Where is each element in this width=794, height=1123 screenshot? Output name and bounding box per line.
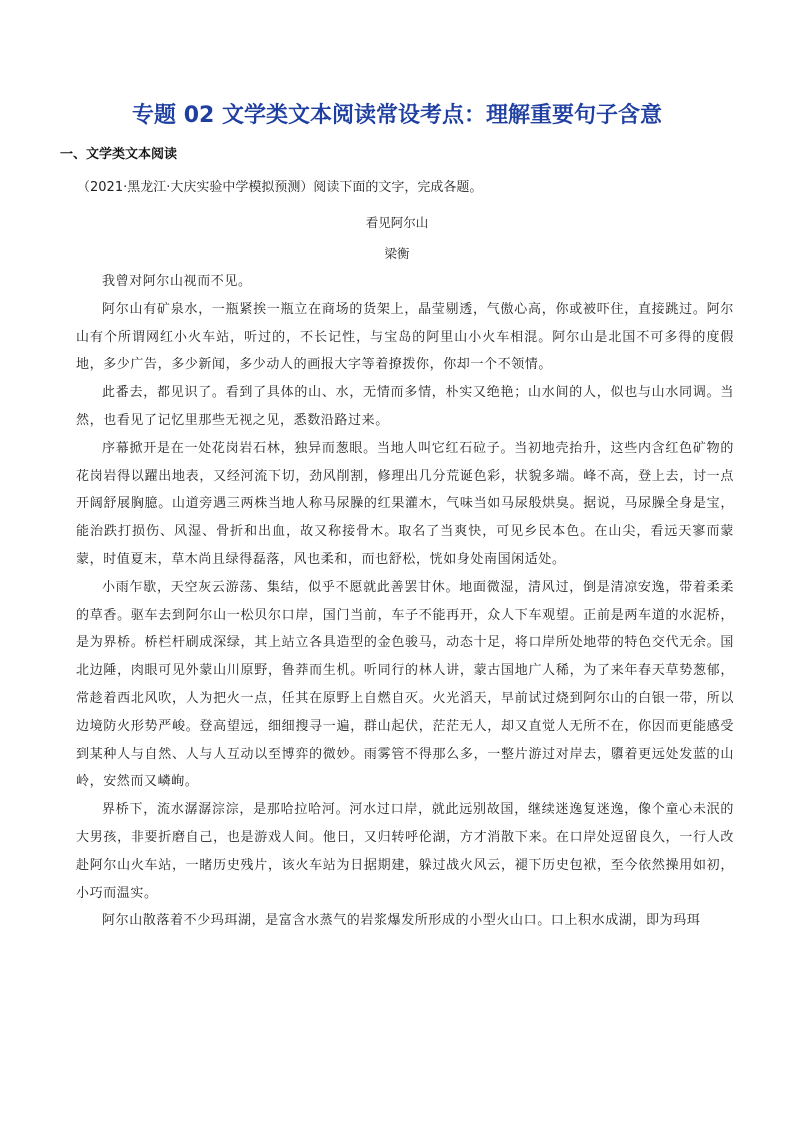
- document-title: 专题 02 文学类文本阅读常设考点：理解重要句子含意: [132, 103, 662, 128]
- paragraph: 序幕掀开是在一处花岗岩石林，独异而葱眼。当地人叫它红石砬子。当初地壳抬升，这些内含红色矿物的花岗岩得以躍出地表，又经河流下切，劲风削割，修理出几分荒诞色彩，状貌多端。峰不高，登上去，讨一点开阔舒展胸臆。山道旁遇三两株当地人称马尿臊的红果灌木，气味当如马尿般烘臭。据说，马尿臊全身是宝，能治跌打损伤、风湿、骨折和出血，故又称接骨木。取名了当爽快，可见乡民本色。在山尖，看远天寥而蒙蒙，时值夏末，草木尚且绿得磊落，风也柔和，而也舒松，恍如身处南国闲适处。: [76, 440, 734, 567]
- article-body: [76, 268, 734, 935]
- paragraph: 我曾对阿尔山视而不见。: [102, 274, 252, 289]
- paragraph: 阿尔山散落着不少玛珥湖，是富含水蒸气的岩浆爆发所形成的小型火山口。口上积水成湖，即为玛珥: [102, 913, 701, 929]
- paragraph: 阿尔山有矿泉水，一瓶紧挨一瓶立在商场的货架上，晶莹剔透，气傲心高，你或被吓住，直接跳过。阿尔山有个所谓网红小火车站，听过的，不长记性，与宝岛的阿里山小火车相混。阿尔山是北国不可多得的度假地，多少广告，多少新闻，多少动人的画报大字等着撩拨你，你却一个不领情。: [76, 301, 734, 373]
- article-author: 梁衡: [384, 246, 410, 261]
- question-intro: （2021·黑龙江·大庆实验中学模拟预测）阅读下面的文字，完成各题。: [77, 180, 483, 195]
- section-heading: 一、文学类文本阅读: [60, 147, 178, 162]
- paragraph: 此番去，都见识了。看到了具体的山、水，无情而多情，朴实又绝艳；山水间的人，似也与山水同调。当然，也看见了记忆里那些无视之见，悉数沿路过来。: [76, 385, 734, 428]
- article-title: 看见阿尔山: [365, 215, 429, 230]
- paragraph: 小雨乍歇，天空灰云游荡、集结，似乎不愿就此善罢甘休。地面微湿，清风过，倒是清凉安逸，带着柔柔的草香。驱车去到阿尔山一松贝尔口岸，国门当前，车子不能再开，众人下车观望。正前是两车道的水泥桥，是为界桥。桥栏杆刷成深绿，其上站立各具造型的金色骏马，动态十足，将口岸所处地带的特色交代无余。国北边陲，肉眼可见外蒙山川原野，鲁莽而生机。听同行的林人讲，蒙古国地广人稀，为了来年春天草势葱郁，常趁着西北风吹，人为把火一点，任其在原野上自燃自灭。火光滔天，早前试过烧到阿尔山的白银一带，所以边境防火形势严峻。登高望远，细细搜寻一遍，群山起伏，茫茫无人，却又直觉人无所不在，你因而更能感受到某种人与自然、人与人互动以至博弈的微妙。雨雾管不得那么多，一整片游过对岸去，隳着更远处发蓝的山岭，安然而又嶙峋。: [76, 579, 734, 790]
- paragraph: 界桥下，流水潺潺淙淙，是那哈拉哈河。河水过口岸，就此远别故国，继续迷逸复迷逸，像个童心未泯的大男孩，非要折磨自己，也是游戏人间。他日，又归转呼伦湖，方才消散下来。在口岸处逗留良久，一行人改赴阿尔山火车站，一睹历史残片，该火车站为日据期建，躲过战火风云，褪下历史包袱，至今依然操用如初，小巧而温实。: [76, 802, 734, 901]
